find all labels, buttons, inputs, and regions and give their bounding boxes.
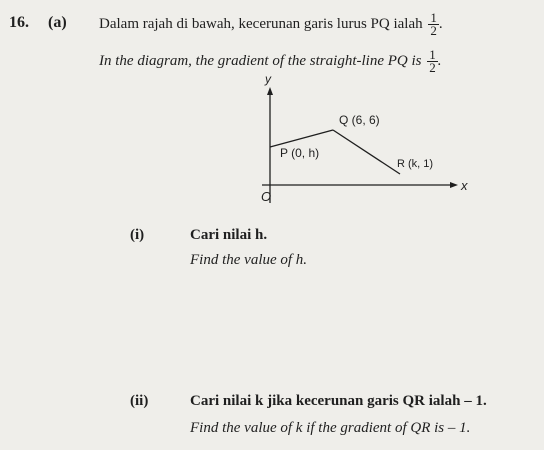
fraction-numerator: 1 — [430, 10, 437, 25]
point-r-label: R (k, 1) — [397, 158, 434, 170]
point-p-label: P (0, h) — [280, 146, 320, 160]
sub-i-english: Find the value of h. — [190, 252, 308, 268]
fraction-numerator: 1 — [429, 47, 436, 62]
punctuation: . — [438, 15, 443, 32]
sub-ii-malay: Cari nilai k jika kecerunan garis QR ialah – 1. — [190, 393, 487, 409]
fraction-denominator: 2 — [430, 23, 437, 38]
sub-i-label: (i) — [130, 227, 145, 243]
x-axis-arrow — [450, 182, 458, 188]
sub-ii-english: Find the value of k if the gradient of QR is – 1. — [190, 420, 471, 436]
sub-ii-label: (ii) — [130, 393, 149, 409]
intro-malay-text: Dalam rajah di bawah, kecerunan garis lurus PQ ialah — [99, 15, 423, 32]
line-qr — [333, 130, 400, 174]
question-number: 16. — [9, 14, 29, 31]
punctuation: . — [437, 52, 442, 69]
line-pq — [270, 130, 333, 147]
fraction-denominator: 2 — [429, 60, 436, 75]
x-axis-label: x — [461, 178, 468, 193]
origin-label: O — [261, 189, 272, 204]
intro-english-text: In the diagram, the gradient of the straight-line PQ is — [99, 52, 422, 69]
y-axis-arrow — [267, 87, 273, 95]
point-q-label: Q (6, 6) — [339, 113, 380, 127]
sub-i-malay: Cari nilai h. — [190, 227, 268, 243]
y-axis-label: y — [265, 72, 271, 86]
question-part: (a) — [48, 14, 67, 31]
